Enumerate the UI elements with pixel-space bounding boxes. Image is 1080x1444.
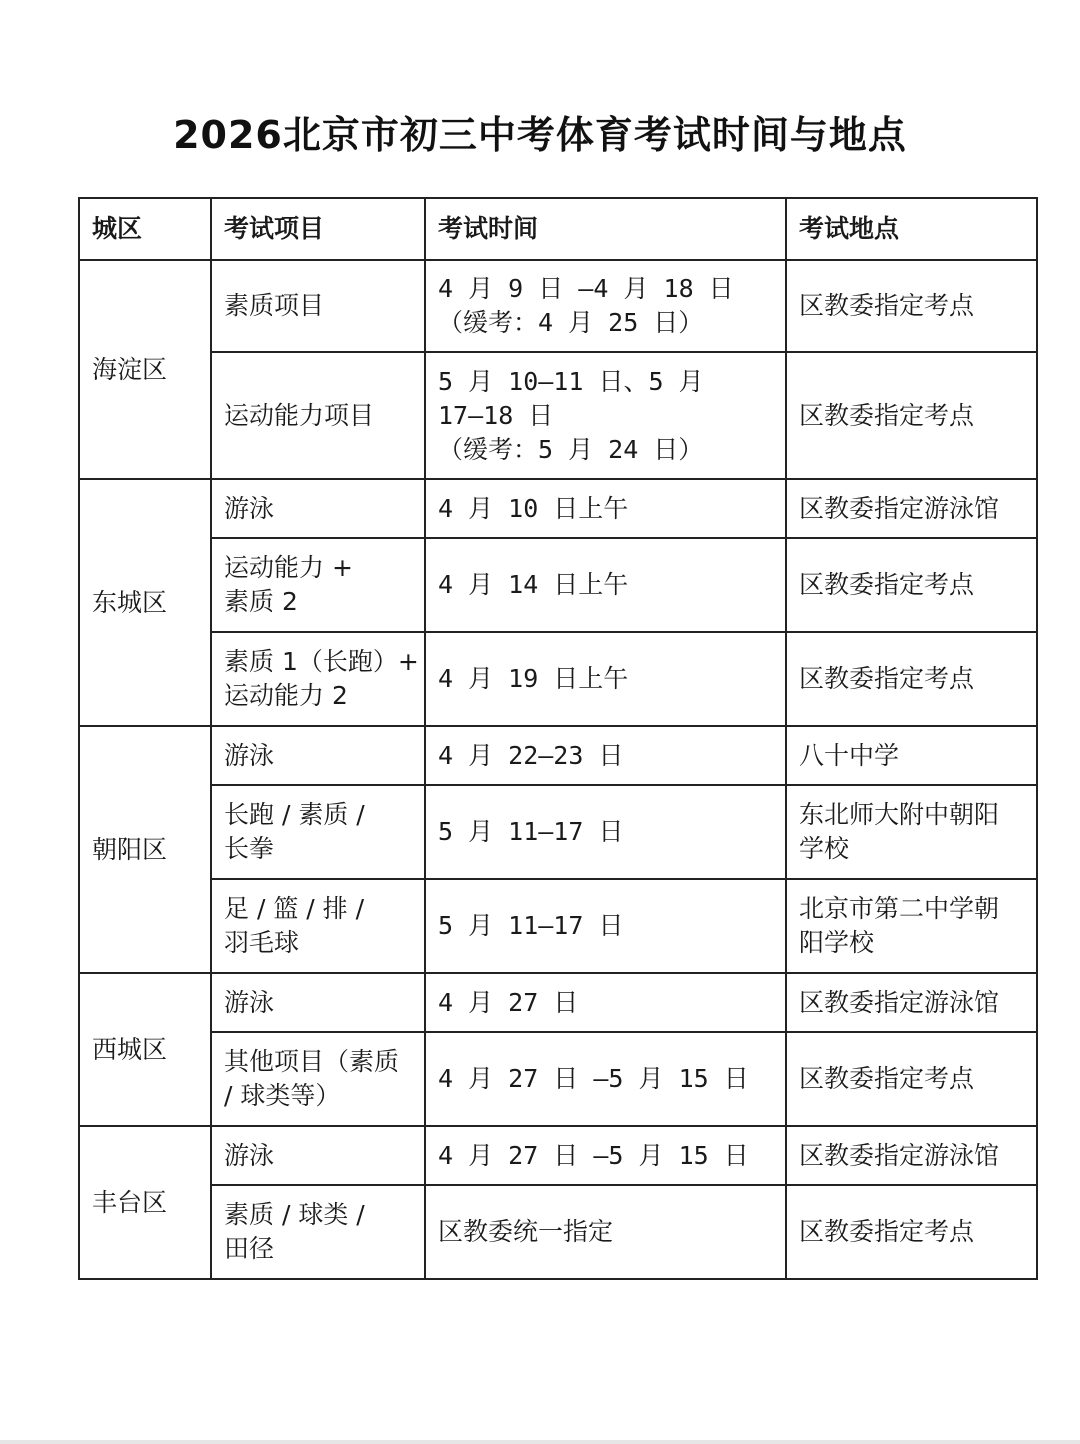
time-cell: 4 月 10 日上午 (425, 479, 786, 538)
table-row (79, 973, 1037, 1032)
item-cell: 游泳 (211, 726, 425, 785)
time-cell: 5 月 10—11 日、5 月 17—18 日 （缓考：5 月 24 日） (425, 352, 786, 479)
page-title: 2026北京市初三中考体育考试时间与地点 (173, 113, 907, 157)
time-cell: 5 月 11—17 日 (425, 879, 786, 973)
table-row (79, 1126, 1037, 1185)
table-row (79, 479, 1037, 538)
header-venue: 考试地点 (786, 198, 1037, 260)
venue-cell: 区教委指定游泳馆 (786, 973, 1037, 1032)
time-cell: 4 月 14 日上午 (425, 538, 786, 632)
time-cell: 4 月 27 日 —5 月 15 日 (425, 1032, 786, 1126)
table-row (79, 352, 1037, 479)
district-cell: 朝阳区 (79, 726, 211, 973)
table-header-row (79, 198, 1037, 260)
time-cell: 区教委统一指定 (425, 1185, 786, 1279)
table-row (79, 785, 1037, 879)
table-row (79, 879, 1037, 973)
table-row (79, 726, 1037, 785)
venue-cell: 区教委指定考点 (786, 352, 1037, 479)
table-row (79, 538, 1037, 632)
item-cell: 足 / 篮 / 排 / 羽毛球 (211, 879, 425, 973)
time-cell: 5 月 11—17 日 (425, 785, 786, 879)
venue-cell: 区教委指定考点 (786, 632, 1037, 726)
venue-cell: 八十中学 (786, 726, 1037, 785)
item-cell: 游泳 (211, 973, 425, 1032)
time-cell: 4 月 27 日 (425, 973, 786, 1032)
table-row (79, 260, 1037, 352)
header-district: 城区 (79, 198, 211, 260)
item-cell: 长跑 / 素质 / 长拳 (211, 785, 425, 879)
district-cell: 西城区 (79, 973, 211, 1126)
venue-cell: 区教委指定考点 (786, 538, 1037, 632)
table-row (79, 632, 1037, 726)
item-cell: 运动能力 + 素质 2 (211, 538, 425, 632)
district-cell: 丰台区 (79, 1126, 211, 1279)
exam-schedule-table (78, 197, 1038, 1280)
header-item: 考试项目 (211, 198, 425, 260)
item-cell: 游泳 (211, 479, 425, 538)
time-cell: 4 月 19 日上午 (425, 632, 786, 726)
item-cell: 运动能力项目 (211, 352, 425, 479)
venue-cell: 区教委指定游泳馆 (786, 479, 1037, 538)
venue-cell: 区教委指定考点 (786, 260, 1037, 352)
district-cell: 海淀区 (79, 260, 211, 479)
table-row (79, 1032, 1037, 1126)
venue-cell: 区教委指定考点 (786, 1185, 1037, 1279)
venue-cell: 东北师大附中朝阳 学校 (786, 785, 1037, 879)
district-cell: 东城区 (79, 479, 211, 726)
item-cell: 素质 / 球类 / 田径 (211, 1185, 425, 1279)
header-time: 考试时间 (425, 198, 786, 260)
table-row (79, 1185, 1037, 1279)
time-cell: 4 月 27 日 —5 月 15 日 (425, 1126, 786, 1185)
bottom-divider (0, 1440, 1080, 1444)
item-cell: 其他项目（素质 / 球类等） (211, 1032, 425, 1126)
item-cell: 素质项目 (211, 260, 425, 352)
venue-cell: 北京市第二中学朝 阳学校 (786, 879, 1037, 973)
venue-cell: 区教委指定游泳馆 (786, 1126, 1037, 1185)
venue-cell: 区教委指定考点 (786, 1032, 1037, 1126)
item-cell: 素质 1（长跑）+ 运动能力 2 (211, 632, 425, 726)
item-cell: 游泳 (211, 1126, 425, 1185)
time-cell: 4 月 22—23 日 (425, 726, 786, 785)
time-cell: 4 月 9 日 —4 月 18 日 （缓考：4 月 25 日） (425, 260, 786, 352)
